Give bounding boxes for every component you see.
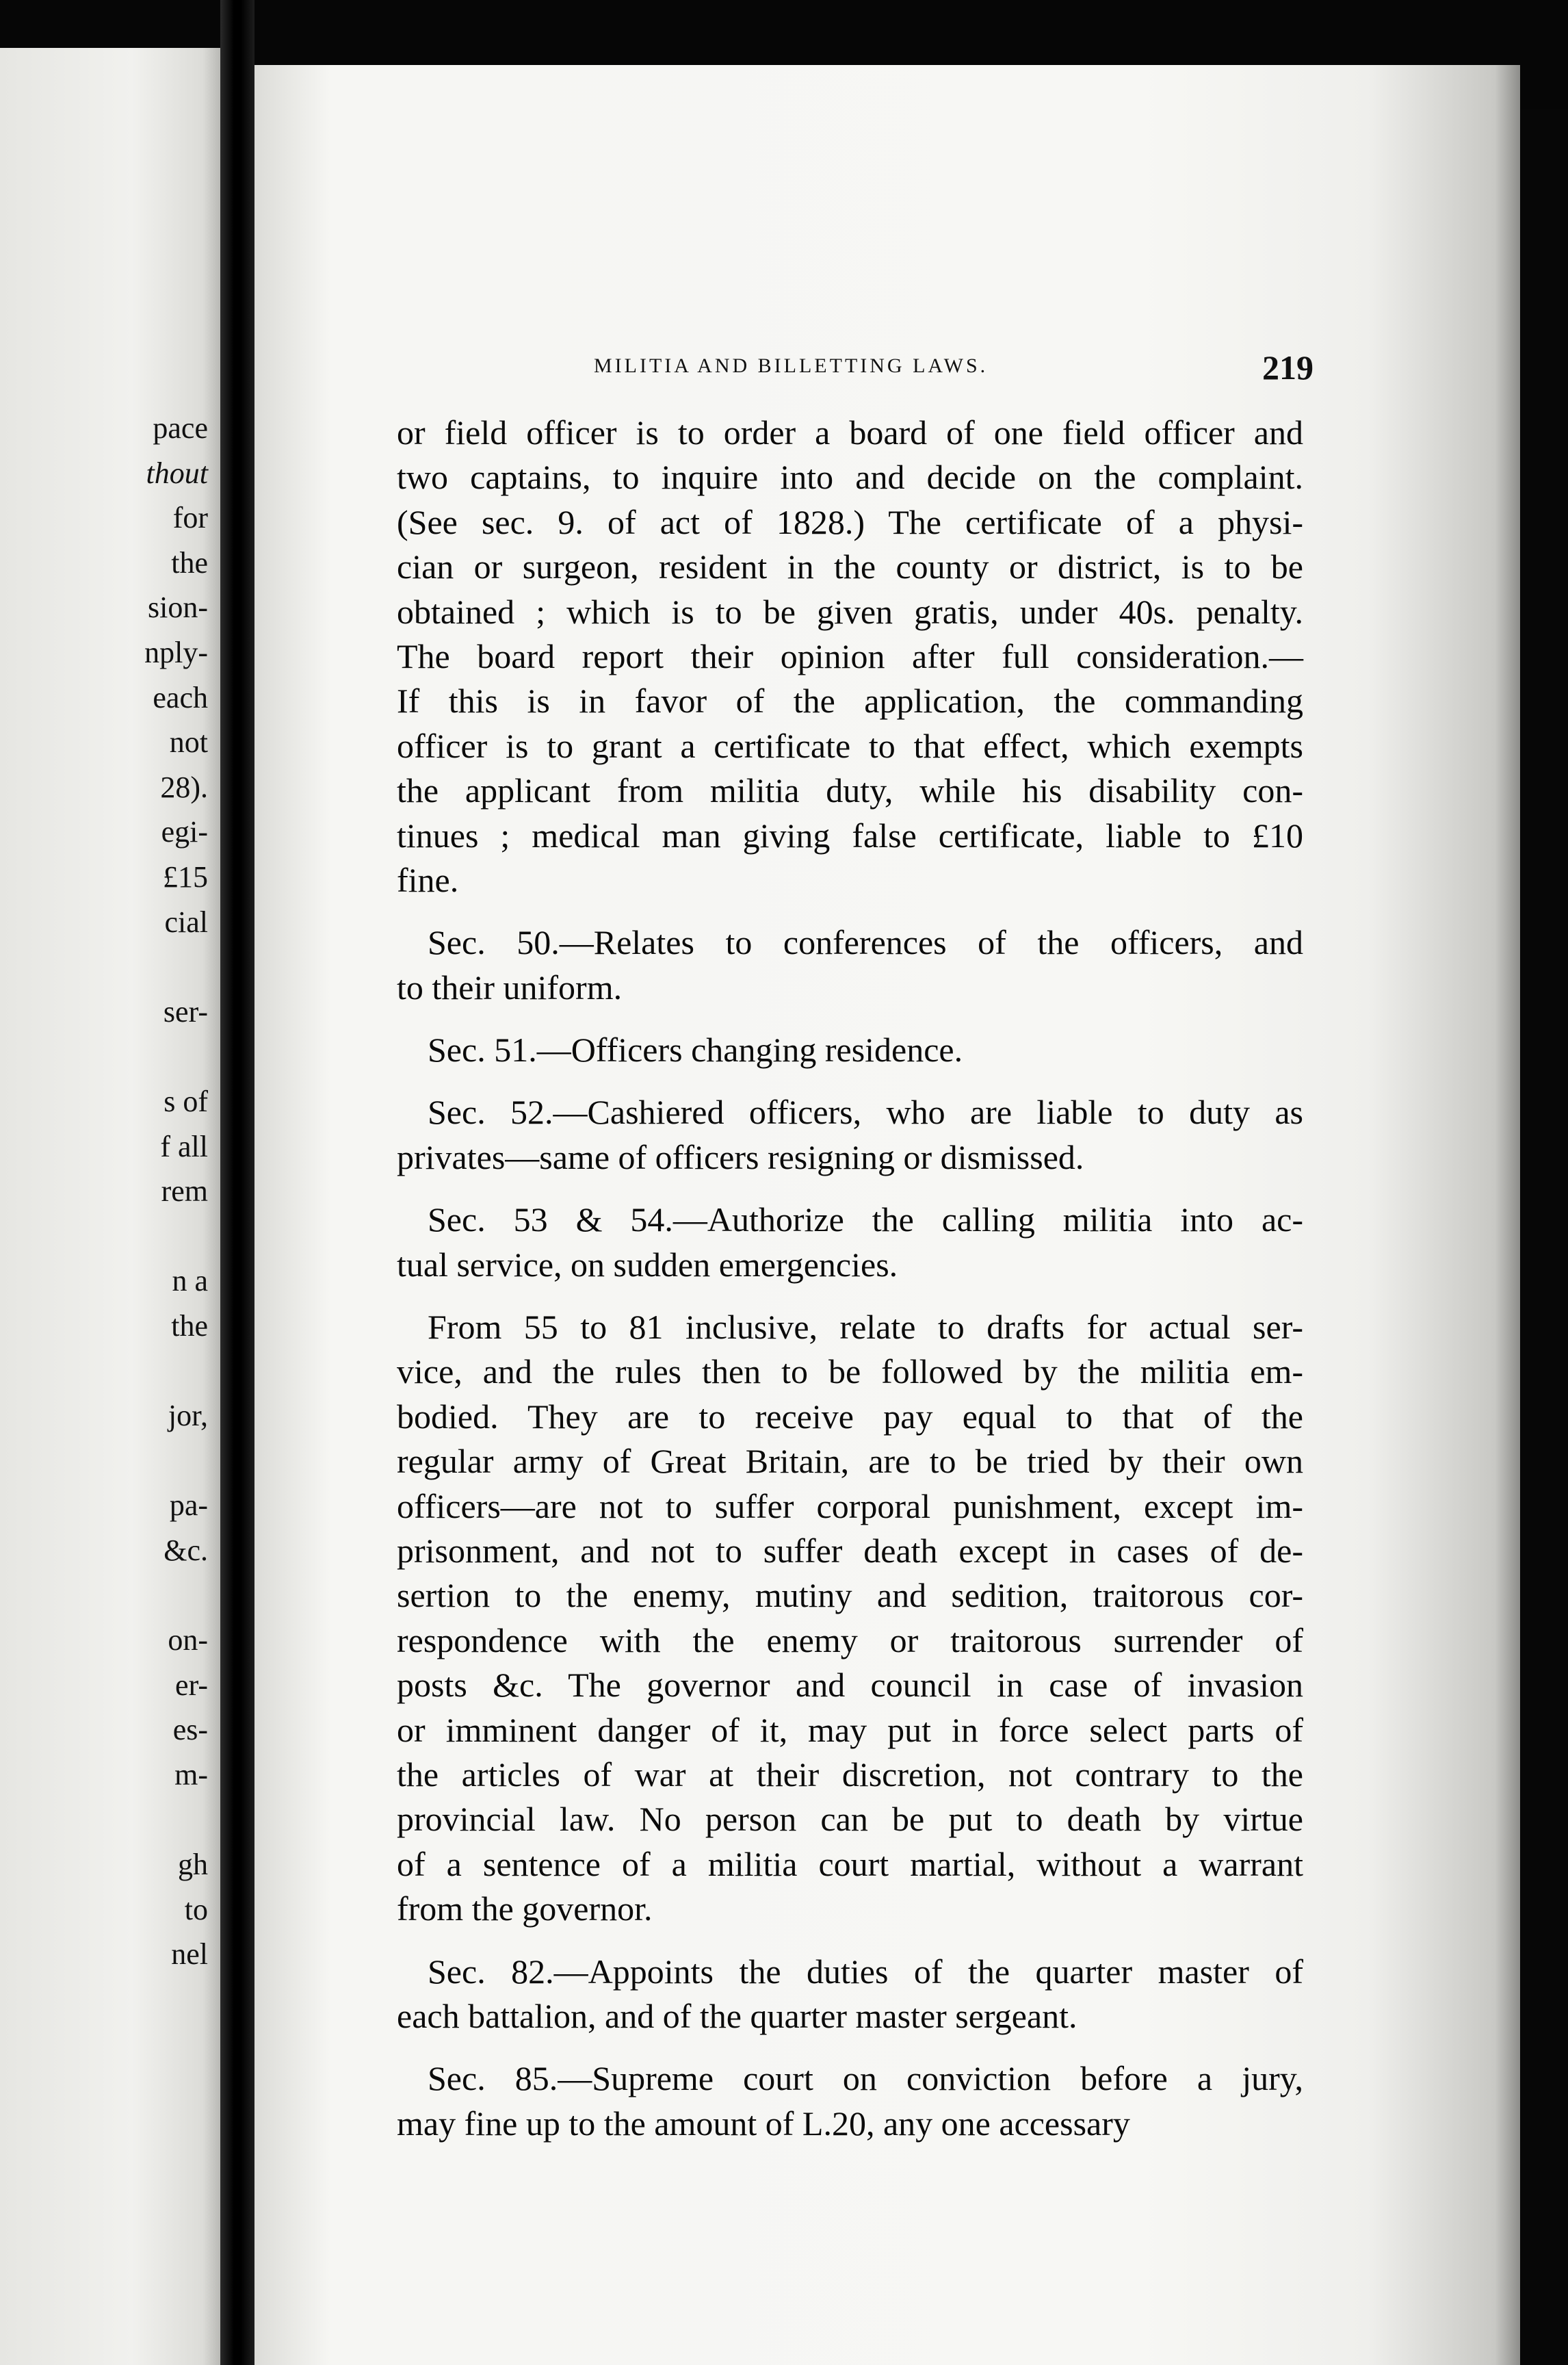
left-page-line-fragment: each [153,680,208,714]
text-line: privates—same of officers resigning or dismissed. [397,1137,1084,1176]
text-line: sertion to the enemy, mutiny and sedition, traitorous cor- [397,1576,1303,1615]
paragraph [397,2056,1303,2146]
paragraph-gap [397,1932,1303,1950]
body-text [397,411,1303,2146]
text-line: The board report their opinion after full consideration.— [397,636,1303,675]
facing-page-left [0,48,220,2365]
text-line: or imminent danger of it, may put in force select parts of [397,1710,1303,1749]
text-line: obtained ; which is to be given gratis, under 40s. penalty. [397,592,1303,631]
text-line: from the governor. [397,1889,653,1928]
left-page-line-fragment: s of [164,1085,208,1118]
paragraph [397,411,1303,903]
left-page-line-fragment: thout [146,456,208,490]
text-line: Sec. 53 & 54.—Authorize the calling militia into ac- [428,1200,1303,1239]
left-page-line-fragment: m- [174,1758,208,1792]
left-page-line-fragment: &c. [164,1534,208,1567]
left-page-line-fragment: on- [168,1623,208,1657]
text-line: Sec. 82.—Appoints the duties of the quarter master of [428,1952,1303,1991]
text-line: prisonment, and not to suffer death except in cases of de- [397,1531,1303,1570]
left-page-line-fragment: es- [172,1713,208,1747]
text-line: Sec. 52.—Cashiered officers, who are liable to duty as [428,1093,1303,1132]
left-page-line-fragment: the [171,1309,208,1343]
text-line: officers—are not to suffer corporal punishment, except im- [397,1486,1303,1525]
paragraph-gap [397,2039,1303,2056]
paragraph-gap [397,903,1303,920]
paragraph [397,1090,1303,1180]
paragraph [397,1305,1303,1931]
book-gutter [220,0,254,2365]
text-line: Sec. 51.—Officers changing residence. [428,1031,963,1070]
text-line: to their uniform. [397,968,623,1007]
text-line: vice, and the rules then to be followed by the militia em- [397,1352,1303,1391]
left-page-line-fragment: not [169,725,208,760]
left-page-line-fragment: pace [153,411,208,445]
left-page-line-fragment: to [184,1892,208,1926]
left-page-line-fragment: f all [160,1129,208,1163]
text-line: Sec. 85.—Supreme court on conviction before a jury, [428,2059,1303,2098]
left-page-line-fragment: the [171,545,208,580]
page-edge-shadow [1520,109,1568,2365]
left-page-line-fragment: jor, [168,1399,208,1433]
running-head: MILITIA AND BILLETTING LAWS. [594,354,989,377]
left-page-line-fragment: sion- [148,591,208,625]
left-page-line-fragment: cial [164,905,208,939]
paragraph-gap [397,1180,1303,1198]
paragraph [397,1950,1303,2039]
text-line: (See sec. 9. of act of 1828.) The certificate of a physi- [397,502,1303,541]
text-line: fine. [397,860,459,899]
left-page-line-fragment: £15 [163,860,208,894]
page-number: 219 [1262,348,1314,387]
left-page-line-fragment: nply- [144,636,208,669]
text-line: each battalion, and of the quarter master sergeant. [397,1996,1077,2035]
left-page-line-fragment: gh [178,1848,208,1882]
left-page-line-fragment: n a [172,1264,208,1298]
text-line: tinues ; medical man giving false certificate, liable to £10 [397,816,1303,855]
text-line: may fine up to the amount of L.20, any one accessary [397,2104,1130,2143]
text-line: respondence with the enemy or traitorous surrender of [397,1620,1303,1659]
paragraph [397,920,1303,1010]
text-line: or field officer is to order a board of one field officer and [397,413,1303,452]
text-line: provincial law. No person can be put to death by virtue [397,1800,1303,1839]
paragraph-gap [397,1010,1303,1028]
left-page-line-fragment: nel [171,1937,208,1972]
paragraph [397,1028,1303,1072]
text-line: bodied. They are to receive pay equal to that of the [397,1397,1303,1436]
left-page-line-fragment: er- [175,1668,208,1702]
paragraph-gap [397,1072,1303,1090]
text-line: tual service, on sudden emergencies. [397,1245,898,1284]
text-line: posts &c. The governor and council in case of invasion [397,1666,1303,1705]
text-line: Sec. 50.—Relates to conferences of the officers, and [428,923,1303,962]
left-page-line-fragment: rem [161,1174,208,1209]
text-line: cian or surgeon, resident in the county or district, is to be [397,547,1303,586]
left-page-line-fragment: ser- [163,994,208,1029]
text-line: If this is in favor of the application, the commanding [397,682,1303,721]
paragraph [397,1198,1303,1287]
left-page-line-fragment: for [172,501,208,535]
text-line: the applicant from militia duty, while his disability con- [397,771,1303,810]
text-line: officer is to grant a certificate to that effect, which exempts [397,726,1303,765]
text-line: From 55 to 81 inclusive, relate to drafts for actual ser- [428,1308,1303,1347]
paragraph-gap [397,1287,1303,1305]
text-line: of a sentence of a militia court martial, without a warrant [397,1844,1303,1883]
left-page-line-fragment: 28). [160,770,208,804]
text-line: the articles of war at their discretion, not contrary to the [397,1755,1303,1794]
left-page-line-fragment: pa- [169,1488,208,1523]
page-header [594,348,1314,396]
text-line: two captains, to inquire into and decide on the complaint. [397,458,1303,497]
left-page-line-fragment: egi- [161,815,208,849]
text-line: regular army of Great Britain, are to be tried by their own [397,1442,1303,1481]
